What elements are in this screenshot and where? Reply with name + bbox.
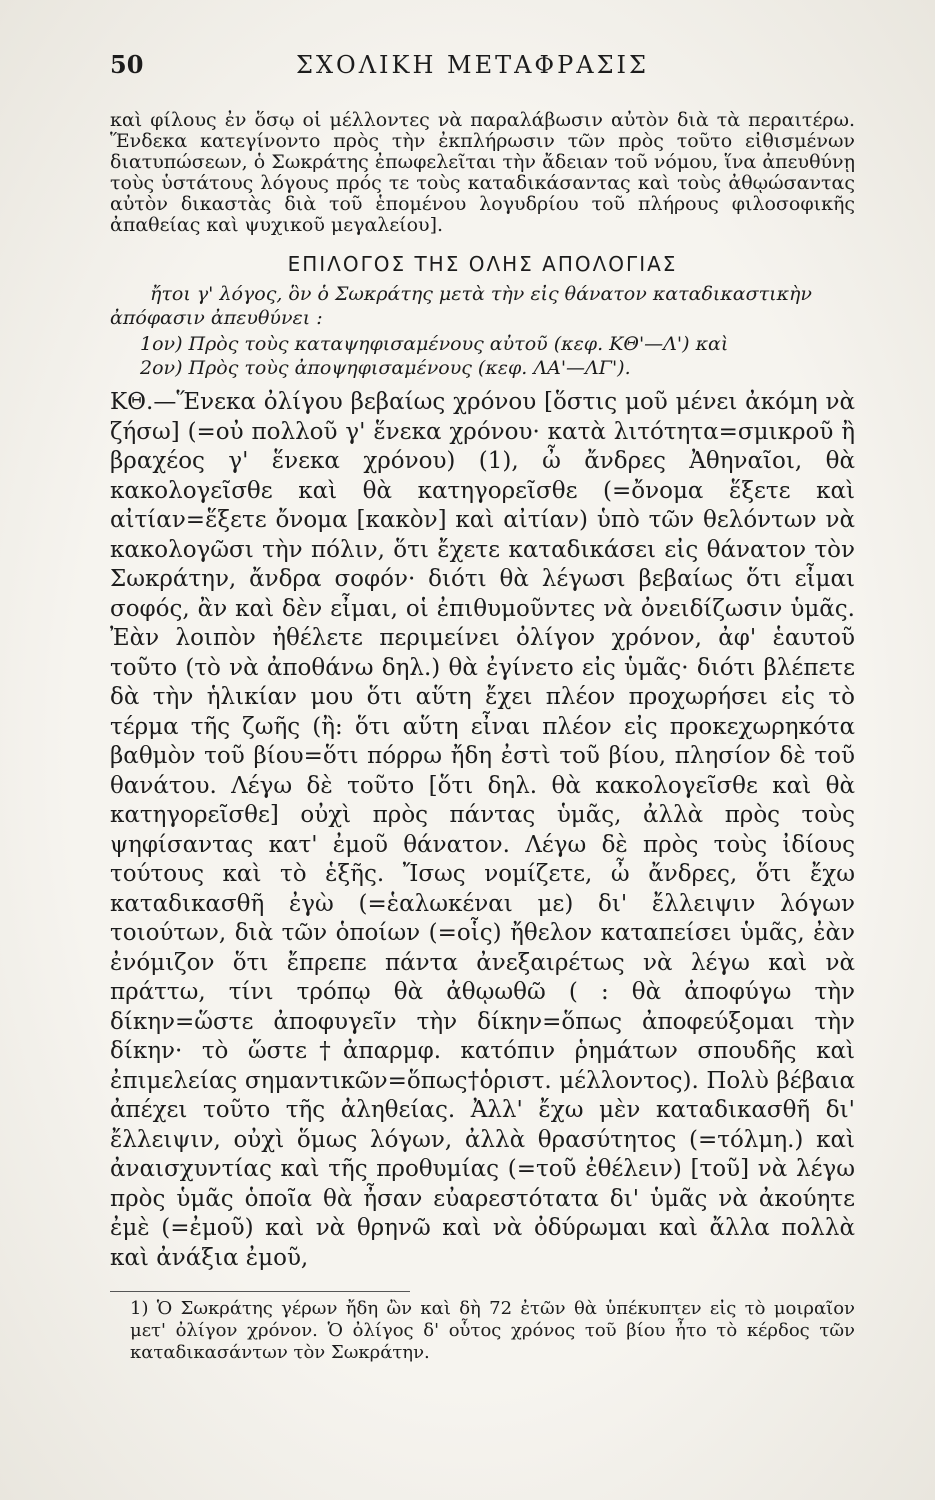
- epilogue-section: [110, 252, 855, 380]
- running-title: ΣΧΟΛΙΚΗ ΜΕΤΑΦΡΑΣΙΣ: [295, 51, 650, 79]
- footnote-divider: [110, 1291, 410, 1292]
- running-head: [110, 50, 855, 100]
- epilogue-item: 2ον) Πρὸς τοὺς ἀποψηφισαμένους (κεφ. ΛΑ'—ΛΓ').: [140, 357, 631, 379]
- footnote: 1) Ὁ Σωκράτης γέρων ἤδη ὢν καὶ δὴ 72 ἐτῶν θὰ ὑπέκυπτεν εἰς τὸ μοιραῖον μετ' ὀλίγον χρόνον. Ὁ ὀλίγος δ' οὗτος χρόνος τοῦ βίου ἦτο τὸ κέρδος τῶν καταδικασάντων τὸν Σωκράτην.: [130, 1298, 855, 1363]
- main-text: ΚΘ.—Ἕνεκα ὀλίγου βεβαίως χρόνου [ὅστις μοῦ μένει ἀκόμη νὰ ζήσω] (=οὐ πολλοῦ γ' ἕνεκα χρόνου· κατὰ λιτότητα=σμικροῦ ἢ βραχέος γ' ἕνεκα χρόνου) (1), ὦ ἄνδρες Ἀθηναῖοι, θὰ κακολογεῖσθε καὶ θὰ κατηγορεῖσθε (=ὄνομα ἕξετε καὶ αἰτίαν=ἕξετε ὄνομα [κακὸν] καὶ αἰτίαν) ὑπὸ τῶν θελόντων νὰ κακολογῶσι τὴν πόλιν, ὅτι ἔχετε καταδικάσει εἰς θάνατον τὸν Σωκράτην, ἄνδρα σοφόν· διότι θὰ λέγωσι βεβαίως ὅτι εἶμαι σοφός, ἂν καὶ δὲν εἶμαι, οἱ ἐπιθυμοῦντες νὰ ὀνειδίζωσιν ὑμᾶς. Ἐὰν λοιπὸν ἠθέλετε περιμείνει ὀλίγον χρόνον, ἀφ' ἑαυτοῦ τοῦτο (τὸ νὰ ἀποθάνω δηλ.) θὰ ἐγίνετο εἰς ὑμᾶς· διότι βλέπετε δὰ τὴν ἡλικίαν μου ὅτι αὕτη ἔχει πλέον προχωρήσει εἰς τὸ τέρμα τῆς ζωῆς (ἢ: ὅτι αὕτη εἶναι πλέον εἰς προκεχωρηκότα βαθμὸν τοῦ βίου=ὅτι πόρρω ἤδη ἐστὶ τοῦ βίου, πλησίον δὲ τοῦ θανάτου. Λέγω δὲ τοῦτο [ὅτι δηλ. θὰ κακολογεῖσθε καὶ θὰ κατηγορεῖσθε] οὐχὶ πρὸς πάντας ὑμᾶς, ἀλλὰ πρὸς τοὺς ψηφίσαντας κατ' ἐμοῦ θάνατον. Λέγω δὲ πρὸς τοὺς ἰδίους τούτους καὶ τὸ ἑξῆς. Ἴσως νομίζετε, ὦ ἄνδρες, ὅτι ἔχω καταδικασθῆ ἐγὼ (=ἑαλωκέναι με) δι' ἔλλειψιν λόγων τοιούτων, διὰ τῶν ὁποίων (=οἷς) ἤθελον καταπείσει ὑμᾶς, ἐὰν ἐνόμιζον ὅτι ἔπρεπε πάντα ἀνεξαιρέτως νὰ λέγω καὶ νὰ πράττω, τίνι τρόπῳ θὰ ἀθῳωθῶ ( : θὰ ἀποφύγω τὴν δίκην=ὥστε ἀποφυγεῖν τὴν δίκην=ὅπως ἀποφεύξομαι τὴν δίκην· τὸ ὥστε†ἀπαρμφ. κατόπιν ῥημάτων σπουδῆς καὶ ἐπιμελείας σημαντικῶν=ὅπως†ὁριστ. μέλλοντος). Πολὺ βέβαια ἀπέχει τοῦτο τῆς ἀληθείας. Ἀλλ' ἔχω μὲν καταδικασθῆ δι' ἔλλειψιν, οὐχὶ ὅμως λόγων, ἀλλὰ θρασύτητος (=τόλμη.) καὶ ἀναισχυντίας καὶ τῆς προθυμίας (=τοῦ ἐθέλειν) [τοῦ] νὰ λέγω πρὸς ὑμᾶς ὁποῖα θὰ ἦσαν εὐαρεστότατα δι' ὑμᾶς νὰ ἀκούητε ἐμὲ (=ἐμοῦ) καὶ νὰ θρηνῶ καὶ νὰ ὀδύρωμαι καὶ ἄλλα πολλὰ καὶ ἀνάξια ἐμοῦ,: [110, 389, 855, 1271]
- epilogue-item: 1ον) Πρὸς τοὺς καταψηφισαμένους αὐτοῦ (κεφ. ΚΘ'—Λ') καὶ: [140, 333, 729, 355]
- epilogue-subheading: ἤτοι γ' λόγος, ὃν ὁ Σωκράτης μετὰ τὴν εἰς θάνατον καταδικαστικὴν ἀπόφασιν ἀπευθύνει :: [110, 283, 812, 329]
- epilogue-heading: ΕΠΙΛΟΓΟΣ ΤΗΣ ΟΛΗΣ ΑΠΟΛΟΓΙΑΣ: [287, 252, 678, 276]
- intro-paragraph: καὶ φίλους ἐν ὅσῳ οἱ μέλλοντες νὰ παραλάβωσιν αὐτὸν διὰ τὰ περαιτέρω. Ἕνδεκα κατεγίνοντο πρὸς τὴν ἐκπλήρωσιν τῶν πρὸς τοῦτο εἰθισμένων διατυπώσεων, ὁ Σωκράτης ἐπωφελεῖται τὴν ἄδειαν τοῦ νόμου, ἵνα ἀπευθύνῃ τοὺς ὑστάτους λόγους πρός τε τοὺς καταδικάσαντας καὶ τοὺς ἀθῳώσαντας αὐτὸν δικαστὰς διὰ τοῦ ἑπομένου λογυδρίου τοῦ πλήρους φιλοσοφικῆς ἀπαθείας καὶ ψυχικοῦ μεγαλείου].: [110, 109, 855, 236]
- page-number: 50: [110, 50, 144, 79]
- epilogue-list: [110, 332, 855, 380]
